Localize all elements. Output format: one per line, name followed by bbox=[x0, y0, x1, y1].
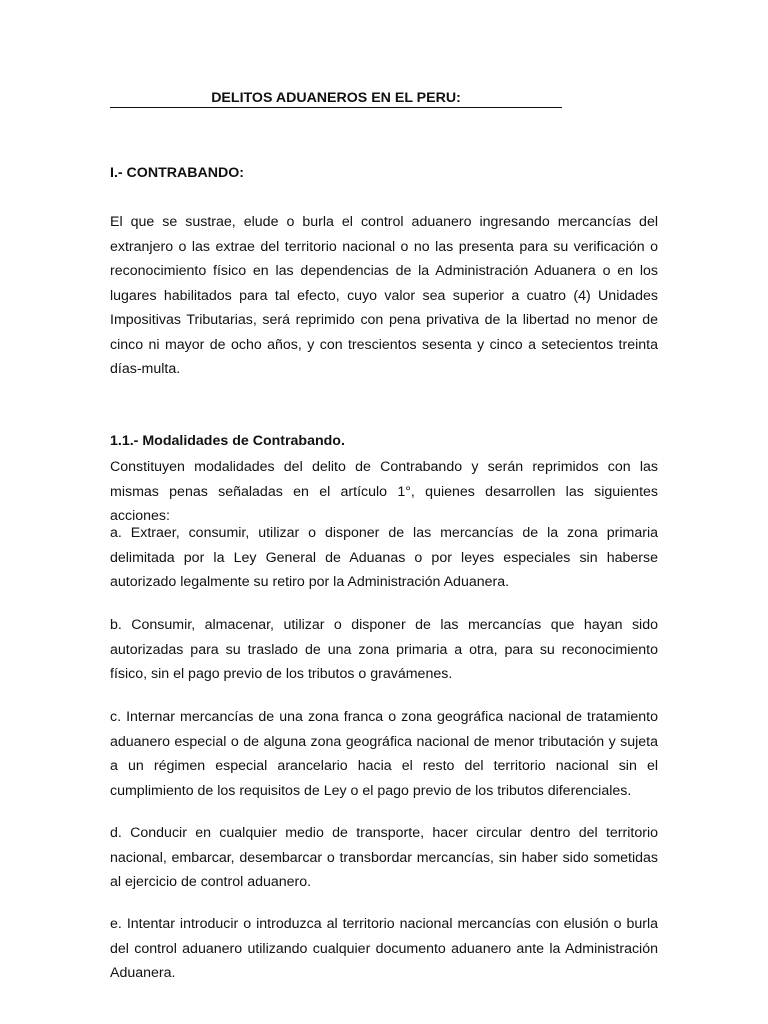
item-e-paragraph: e. Intentar introducir o introduzca al territorio nacional mercancías con elusión o burla del control aduanero utilizando cualquier documento aduanero ante la Administración Aduanera. bbox=[110, 916, 658, 981]
item-d-paragraph: d. Conducir en cualquier medio de transporte, hacer circular dentro del territorio nacional, embarcar, desembarcar o transbordar mercancías, sin haber sido sometidas al ejercicio de control aduanero. bbox=[110, 825, 658, 890]
item-b-paragraph: b. Consumir, almacenar, utilizar o disponer de las mercancías que hayan sido autorizadas para su traslado de una zona primaria a otra, para su reconocimiento físico, sin el pago previo de los tributos o gravámenes. bbox=[110, 617, 658, 682]
subsection-heading: 1.1.- Modalidades de Contrabando. bbox=[110, 433, 345, 449]
title-underline bbox=[110, 90, 562, 108]
section-heading: I.- CONTRABANDO: bbox=[110, 165, 244, 181]
item-a-paragraph: a. Extraer, consumir, utilizar o disponer de las mercancías de la zona primaria delimitada por la Ley General de Aduanas o por leyes especiales sin haberse autorizado legalmente su retiro por la Administración Aduanera. bbox=[110, 525, 658, 590]
page-title: DELITOS ADUANEROS EN EL PERU: bbox=[211, 90, 461, 106]
item-c-paragraph: c. Internar mercancías de una zona franca o zona geográfica nacional de tratamiento aduanero especial o de alguna zona geográfica nacional de menor tributación y sujeta a un régimen especial arancelario hacia el resto del territorio nacional sin el cumplimiento de los requisitos de Ley o el pago previo de los tributos diferenciales. bbox=[110, 709, 658, 799]
intro-paragraph: El que se sustrae, elude o burla el control aduanero ingresando mercancías del extranjero o las extrae del territorio nacional o no las presenta para su verificación o reconocimiento físico en las dependencias de la Administración Aduanera o en los lugares habilitados para tal efecto, cuyo valor sea superior a cuatro (4) Unidades Impositivas Tributarias, será reprimido con pena privativa de la libertad no menor de cinco ni mayor de ocho años, y con trescientos sesenta y cinco a setecientos treinta días-multa. bbox=[110, 214, 658, 377]
modalities-intro-paragraph: Constituyen modalidades del delito de Contrabando y serán reprimidos con las mismas penas señaladas en el artículo 1°, quienes desarrollen las siguientes acciones: bbox=[110, 459, 658, 524]
